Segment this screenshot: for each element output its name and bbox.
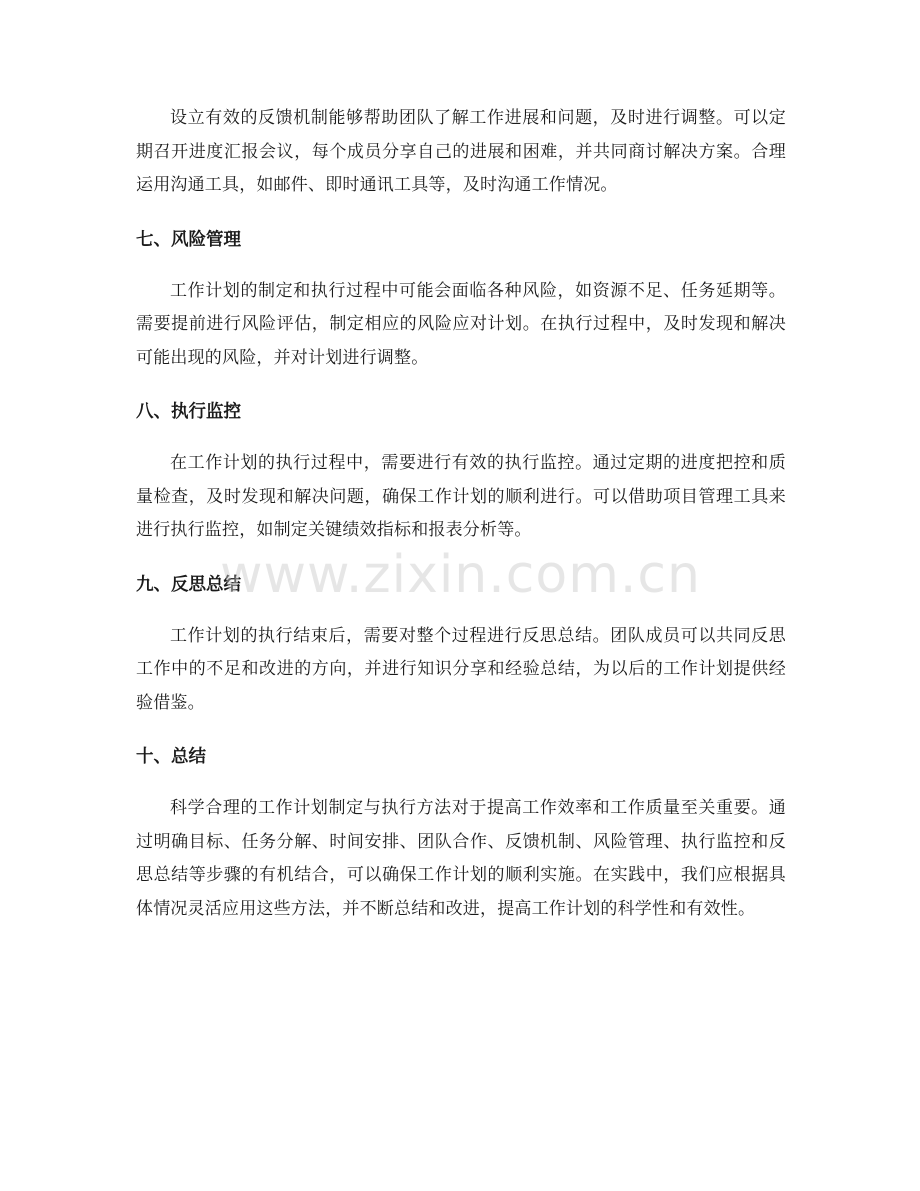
section-paragraph-reflection: 工作计划的执行结束后，需要对整个过程进行反思总结。团队成员可以共同反思工作中的不足和改进的方向，并进行知识分享和经验总结，为以后的工作计划提供经验借鉴。	[136, 625, 786, 713]
section-heading-monitoring: 八、执行监控	[136, 402, 241, 422]
intro-paragraph: 设立有效的反馈机制能够帮助团队了解工作进展和问题，及时进行调整。可以定期召开进度汇报会议，每个成员分享自己的进展和困难，并共同商讨解决方案。合理运用沟通工具，如邮件、即时通讯工具等，及时沟通工作情况。	[136, 108, 786, 195]
section-heading-reflection: 九、反思总结	[136, 574, 241, 595]
watermark: www.zixin.com.cn	[220, 545, 701, 605]
document-content	[136, 102, 786, 926]
section-paragraph-risk: 工作计划的制定和执行过程中可能会面临各种风险，如资源不足、任务延期等。需要提前进行风险评估，制定相应的风险应对计划。在执行过程中，及时发现和解决可能出现的风险，并对计划进行调整。	[136, 280, 786, 368]
section-paragraph-monitoring: 在工作计划的执行过程中，需要进行有效的执行监控。通过定期的进度把控和质量检查，及时发现和解决问题，确保工作计划的顺利进行。可以借助项目管理工具来进行执行监控，如制定关键绩效指标和报表分析等。	[136, 453, 786, 540]
section-heading-summary: 十、总结	[136, 747, 206, 767]
section-heading-risk: 七、风险管理	[136, 229, 241, 250]
section-paragraph-summary: 科学合理的工作计划制定与执行方法对于提高工作效率和工作质量至关重要。通过明确目标、任务分解、时间安排、团队合作、反馈机制、风险管理、执行监控和反思总结等步骤的有机结合，可以确保工作计划的顺利实施。在实践中，我们应根据具体情况灵活应用这些方法，并不断总结和改进，提高工作计划的科学性和有效性。	[136, 798, 786, 919]
